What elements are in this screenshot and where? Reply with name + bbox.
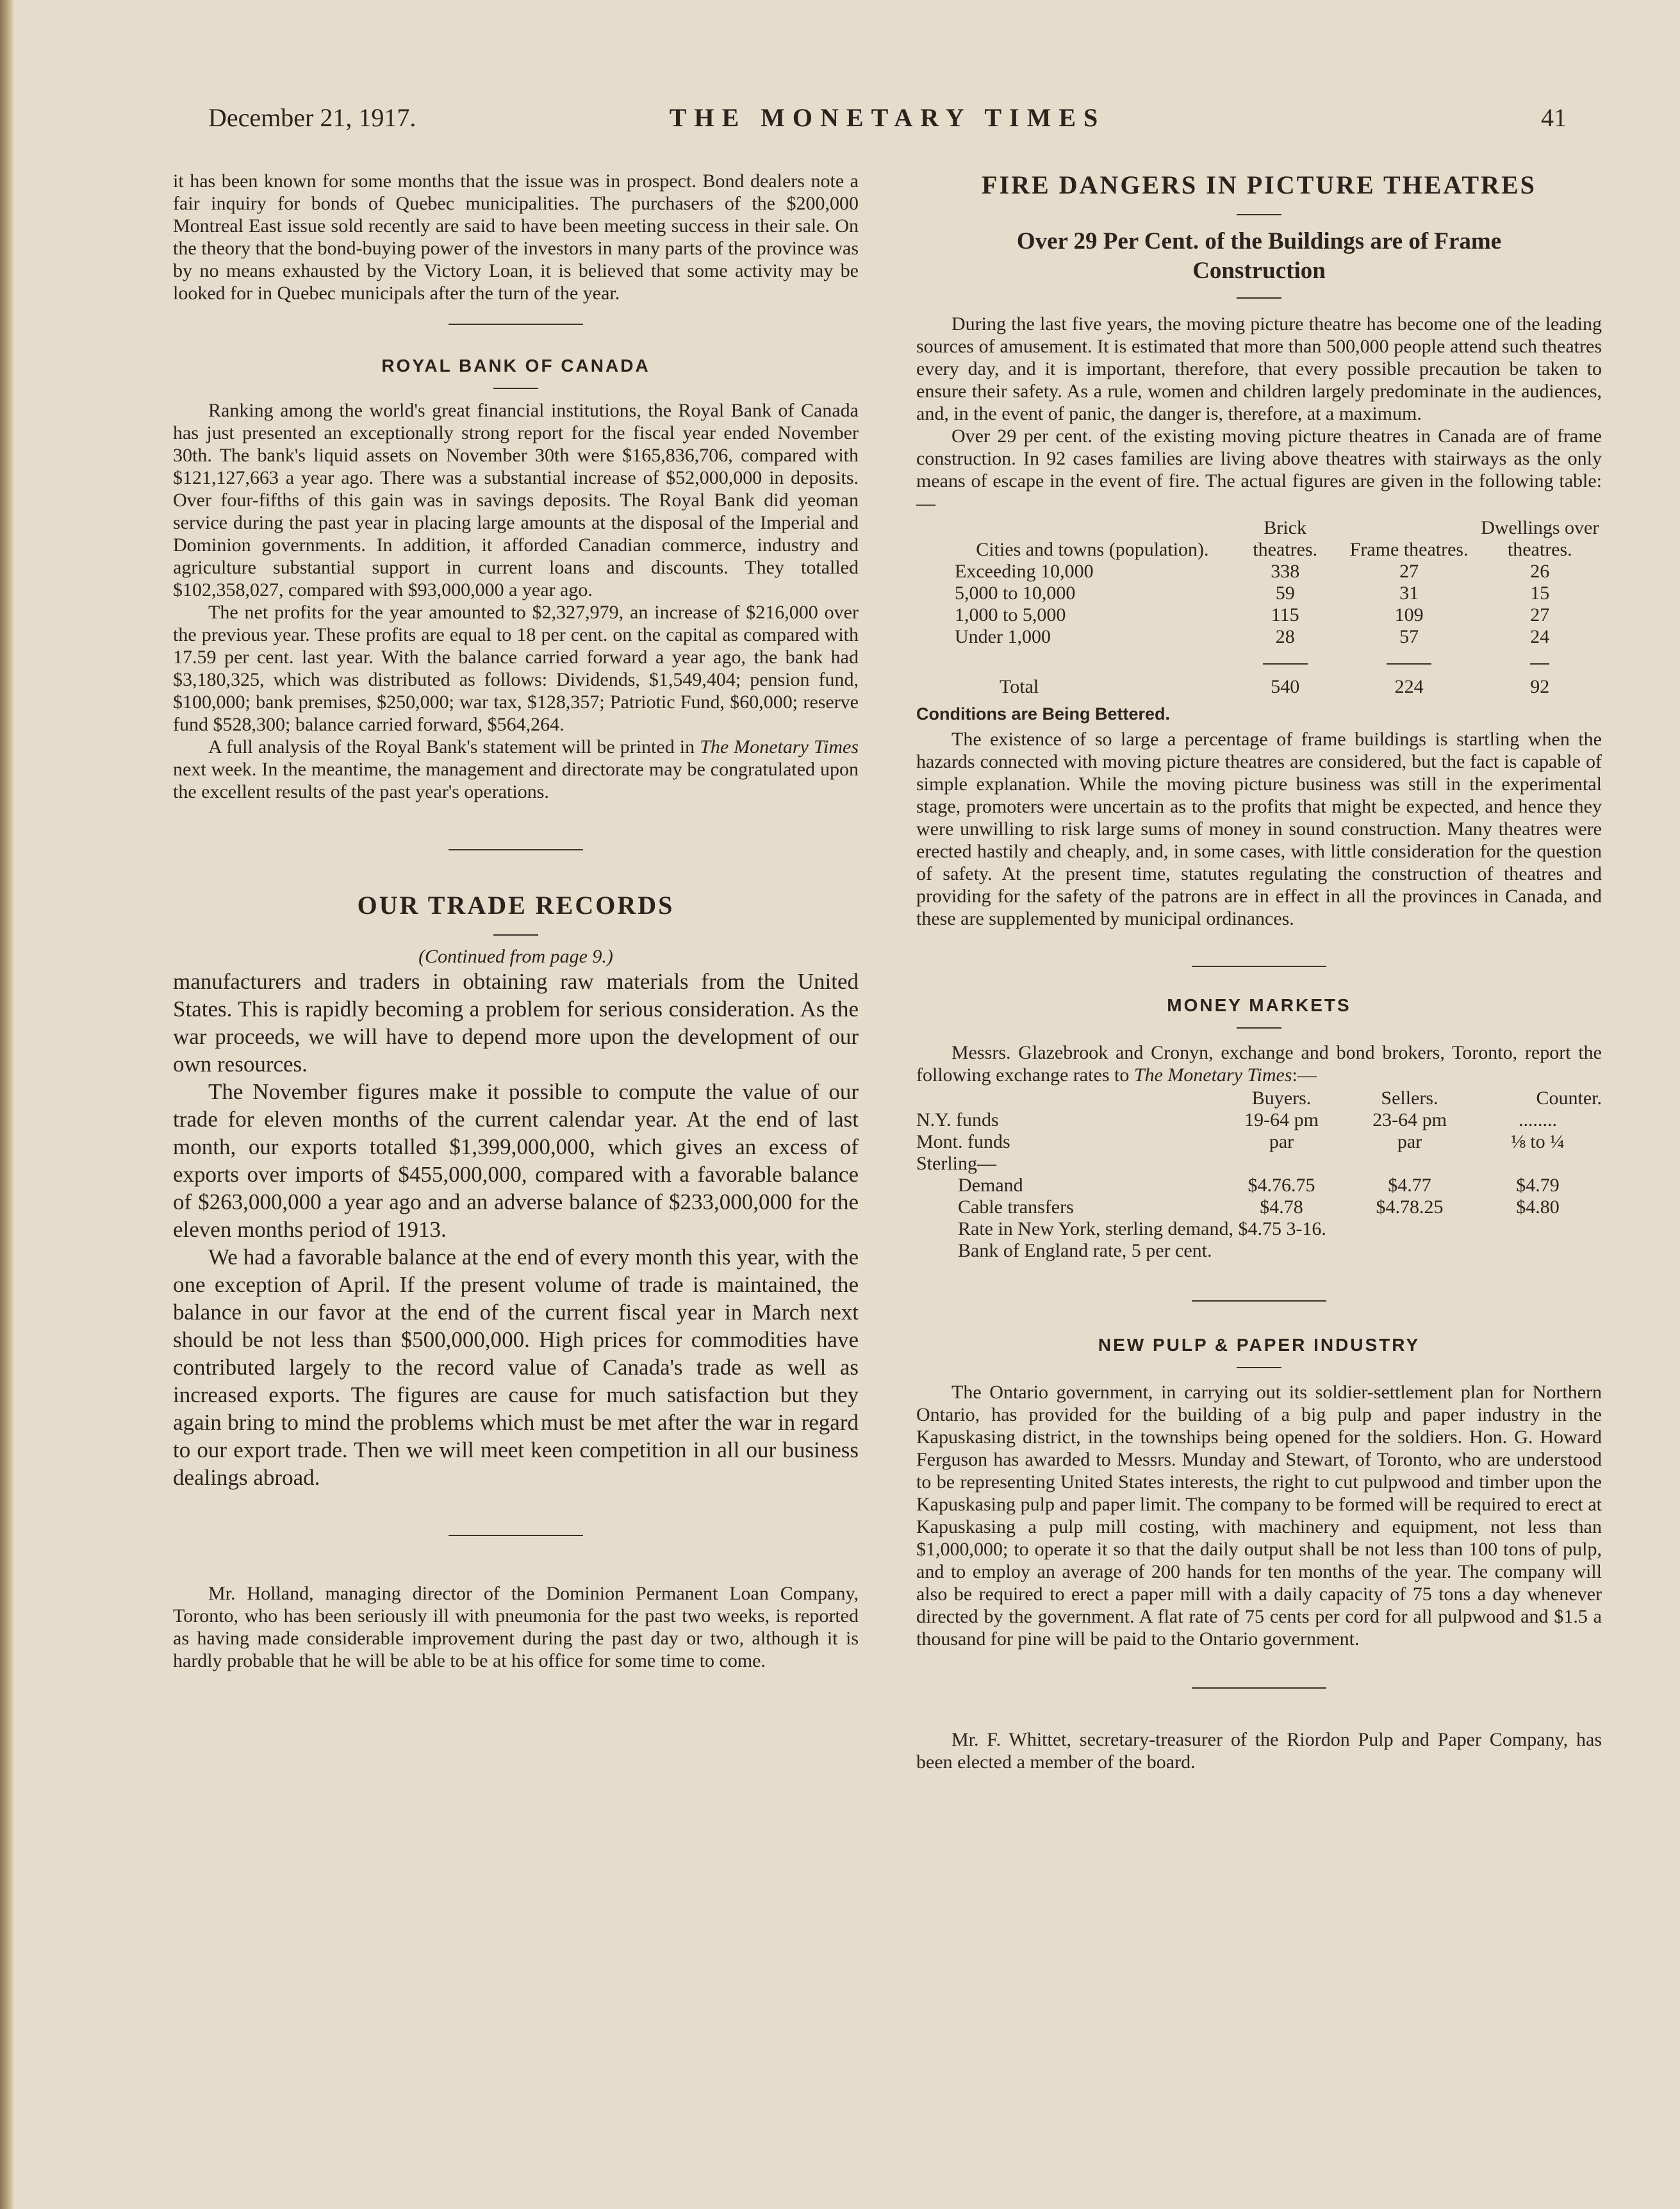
total-rule — [1387, 663, 1431, 665]
trade-paragraph-2: The November figures make it possible to compute the value of our trade for eleven months of the current calendar year. At the end of last month, our exports totalled $1,399,000,000, which gives an excess of exports over imports of $455,000,000, compared with a favorable balance of $263,000,000 a year ago and an adverse balance of $233,000,000 for the eleven months period of 1913. — [173, 1079, 859, 1242]
text-run: next week. In the meantime, the management and directorate may be congratulated upon the excellent results of the past year's operations. — [173, 759, 859, 802]
row-label: Under 1,000 — [955, 626, 1051, 647]
table-row — [916, 1218, 1602, 1240]
royal-bank-paragraph-2: The net profits for the year amounted to $2,327,979, an increase of $216,000 over the previous year. These profits are equal to 18 per cent. on the capital as compared with 17.59 per cent. last year. With the balance carried forward a year ago, the bank had $3,180,325, which was distributed as follows: Dividends, $1,549,404; pension fund, $100,000; bank premises, $250,000; war tax, $128,357; Patriotic Fund, $60,000; reserve fund $528,300; balance carried forward, $564,264. — [173, 602, 859, 735]
table-row — [916, 1153, 1602, 1175]
cell-dwellings: 15 — [1530, 583, 1550, 604]
cell-dwellings: 26 — [1530, 561, 1550, 582]
holland-paragraph: Mr. Holland, managing director of the Dominion Permanent Loan Company, Toronto, who has been seriously ill with pneumonia for the past two weeks, is reported as having made considerable improvement during the past day or two, although it is hardly probable that he will be able to be at his office for some time to come. — [173, 1583, 859, 1671]
fire-paragraph-3: The existence of so large a percentage of frame buildings is startling when the hazards connected with moving picture theatres are considered, but the fact is capable of simple explanation. While the moving picture business was still in the experimental stage, promoters were uncertain as to the profits that might be expected, and hence they were unwilling to risk large sums of money in sound construction. Many theatres were erected hastily and cheaply, and, in some cases, with little consideration for the question of safety. At the present time, statutes regulating the construction of theatres and providing for the safety of the patrons are in effect in all the provinces in Canada, and these are supplemented by municipal ordinances. — [916, 729, 1602, 929]
text-run: :— — [1292, 1064, 1317, 1086]
row-label: Mont. funds — [916, 1131, 1010, 1152]
issue-date: December 21, 1917. — [208, 103, 416, 132]
rate-new-york: Rate in New York, sterling demand, $4.75 3-16. — [958, 1218, 1326, 1239]
total-dwellings: 92 — [1530, 676, 1550, 697]
money-markets-heading: MONEY MARKETS — [1167, 995, 1351, 1015]
cell-frame: 31 — [1399, 583, 1419, 604]
royal-bank-paragraph-1: Ranking among the world's great financial institutions, the Royal Bank of Canada has just presented an exceptionally strong report for the fiscal year ended November 30th. The bank's liquid assets on November 30th were $165,836,706, compared with $121,127,663 a year ago. There was a substantial increase of $52,000,000 in deposits. Over four-fifths of this gain was in savings deposits. The Royal Bank did yeoman service during the past year in placing large amounts at the disposal of the Imperial and Dominion governments. In addition, it afforded Canadian commerce, industry and agriculture substantial support in current loans and discounts. They totalled $102,358,027, compared with $93,000,000 a year ago. — [173, 400, 859, 600]
column-header-sellers: Sellers. — [1381, 1088, 1438, 1109]
cell-counter: $4.80 — [1516, 1196, 1560, 1218]
trade-paragraph-1: manufacturers and traders in obtaining raw materials from the United States. This is rapidly becoming a problem for serious consideration. As the war proceeds, we will have to depend more upon the development of our own resources. — [173, 969, 859, 1077]
cell-brick: 59 — [1275, 583, 1295, 604]
trade-records-heading: OUR TRADE RECORDS — [357, 891, 675, 920]
table-row — [916, 1196, 1602, 1218]
theatre-statistics-table — [955, 517, 1602, 698]
table-row — [955, 604, 1602, 626]
cell-dwellings: 27 — [1530, 604, 1550, 625]
cell-sellers: par — [1397, 1131, 1422, 1152]
cell-counter: ........ — [1519, 1109, 1557, 1130]
right-column — [916, 170, 1602, 1773]
publication-name-italic: The Monetary Times — [1133, 1064, 1292, 1086]
cell-sellers: 23-64 pm — [1372, 1109, 1447, 1130]
royal-bank-paragraph-3 — [173, 736, 859, 803]
trade-paragraph-3: We had a favorable balance at the end of every month this year, with the one exception of April. If the present volume of trade is maintained, the balance in our favor at the end of the current fiscal year in March next should be not less than $500,000,000. High prices for commodities have contributed largely to the record value of Canada's trade as well as increased exports. The figures are cause for much satisfaction but they again bring to mind the problems which must be met after the war in regard to our export trade. Then we will meet keen competition in all our business dealings abroad. — [173, 1245, 859, 1490]
table-total-row — [955, 670, 1602, 698]
publication-name-italic: The Monetary Times — [700, 736, 859, 757]
fire-dangers-heading: FIRE DANGERS IN PICTURE THEATRES — [982, 170, 1536, 199]
left-column — [173, 170, 859, 1672]
rate-bank-of-england: Bank of England rate, 5 per cent. — [958, 1240, 1212, 1261]
table-row — [955, 626, 1602, 648]
row-label: Demand — [958, 1175, 1023, 1196]
table-row — [955, 583, 1602, 604]
cell-counter: $4.79 — [1516, 1175, 1560, 1196]
total-rule — [1530, 663, 1549, 665]
cell-buyers: 19-64 pm — [1244, 1109, 1319, 1130]
cell-sellers: $4.77 — [1388, 1175, 1431, 1196]
cell-counter: ⅛ to ¼ — [1511, 1131, 1565, 1152]
column-header-dwellings: Dwellings over theatres. — [1481, 517, 1599, 560]
table-row — [916, 1131, 1602, 1153]
total-frame: 224 — [1394, 676, 1424, 697]
running-head — [208, 103, 1567, 141]
row-label: N.Y. funds — [916, 1109, 999, 1130]
fire-paragraph-1: During the last five years, the moving picture theatre has become one of the leading sources of amusement. It is estimated that more than 500,000 people attend such theatres every day, and it is important, therefore, that every possible precaution be taken to ensure their safety. As a rule, women and children largely predominate in the audiences, and, in the event of panic, the danger is, therefore, at a maximum. — [916, 313, 1602, 424]
pulp-paper-heading: NEW PULP & PAPER INDUSTRY — [1098, 1335, 1421, 1355]
pulp-paragraph: The Ontario government, in carrying out its soldier-settlement plan for Northern Ontario, has provided for the building of a big pulp and paper industry in the Kapuskasing district, in the townships being opened for the soldiers. Hon. G. Howard Ferguson has awarded to Messrs. Munday and Stewart, of Toronto, who are understood to be representing United States interests, the right to cut pulpwood and timber upon the Kapuskasing pulp and paper limit. The company to be formed will be required to erect at Kapuskasing a pulp mill costing, with machinery and equipment, not less than $1,000,000; to operate it so that the daily output shall be not less than 100 tons of pulp, and to employ an average of 200 hands for ten months of the year. The company will also be required to erect a paper mill with a daily capacity of 75 tons a day whenever directed by the government. A flat rate of 75 cents per cord for all pulpwood and $1.5 a thousand for pine will be paid to the Ontario government. — [916, 1382, 1602, 1650]
exchange-rates-table — [916, 1088, 1602, 1262]
cell-buyers: $4.78 — [1260, 1196, 1303, 1218]
whittet-paragraph: Mr. F. Whittet, secretary-treasurer of the Riordon Pulp and Paper Company, has been elected a member of the board. — [916, 1729, 1602, 1773]
row-label: 5,000 to 10,000 — [955, 583, 1076, 604]
column-header-cities: Cities and towns (population). — [976, 539, 1209, 560]
cell-buyers: par — [1269, 1131, 1294, 1152]
table-header-row — [916, 1088, 1602, 1109]
column-header-buyers: Buyers. — [1251, 1088, 1312, 1109]
cell-dwellings: 24 — [1530, 626, 1550, 647]
row-label: 1,000 to 5,000 — [955, 604, 1066, 625]
fire-paragraph-2: Over 29 per cent. of the existing moving picture theatres in Canada are of frame construction. In 92 cases families are living above theatres with stairways as the only means of escape in the event of fire. The actual figures are given in the following table:— — [916, 426, 1602, 514]
page-number: 41 — [1541, 103, 1567, 132]
table-row — [916, 1240, 1602, 1262]
conditions-sideheading: Conditions are Being Bettered. — [916, 704, 1171, 724]
total-label: Total — [1000, 676, 1039, 697]
page-edge — [0, 0, 14, 2209]
text-run: Messrs. Glazebrook and Cronyn, exchange and bond brokers, Toronto, report the following exchange rates to — [916, 1042, 1602, 1086]
table-row — [955, 561, 1602, 583]
column-header-frame: Frame theatres. — [1349, 539, 1469, 560]
row-label: Cable transfers — [958, 1196, 1074, 1218]
table-row — [916, 1175, 1602, 1196]
row-label: Exceeding 10,000 — [955, 561, 1094, 582]
total-rule-row — [955, 648, 1602, 670]
column-header-brick: Brick theatres. — [1253, 517, 1318, 560]
cell-frame: 57 — [1399, 626, 1419, 647]
table-row — [916, 1109, 1602, 1131]
table-header-row — [955, 517, 1602, 561]
column-header-counter: Counter. — [1536, 1088, 1602, 1109]
fire-dangers-subheading: Over 29 Per Cent. of the Buildings are of Frame Construction — [1016, 228, 1502, 284]
cell-frame: 109 — [1394, 604, 1424, 625]
total-rule — [1263, 663, 1308, 665]
continued-note: (Continued from page 9.) — [418, 946, 613, 967]
sterling-label: Sterling— — [916, 1153, 996, 1174]
publication-title: THE MONETARY TIMES — [669, 103, 1106, 132]
total-brick: 540 — [1271, 676, 1300, 697]
cell-brick: 338 — [1271, 561, 1300, 582]
cell-brick: 115 — [1271, 604, 1299, 625]
cell-brick: 28 — [1275, 626, 1295, 647]
cell-sellers: $4.78.25 — [1376, 1196, 1444, 1218]
text-run: A full analysis of the Royal Bank's statement will be printed in — [208, 736, 700, 757]
cell-frame: 27 — [1399, 561, 1419, 582]
cell-buyers: $4.76.75 — [1248, 1175, 1315, 1196]
royal-bank-heading: ROYAL BANK OF CANADA — [381, 356, 650, 376]
bond-intro-paragraph: it has been known for some months that the issue was in prospect. Bond dealers note a fair inquiry for bonds of Quebec municipalities. The purchasers of the $200,000 Montreal East issue sold recently are said to have been meeting success in their sale. On the theory that the bond-buying power of the investors in many parts of the province was by no means exhausted by the Victory Loan, it is believed that some activity may be looked for in Quebec municipals after the turn of the year. — [173, 170, 859, 304]
money-intro-paragraph — [916, 1041, 1602, 1086]
